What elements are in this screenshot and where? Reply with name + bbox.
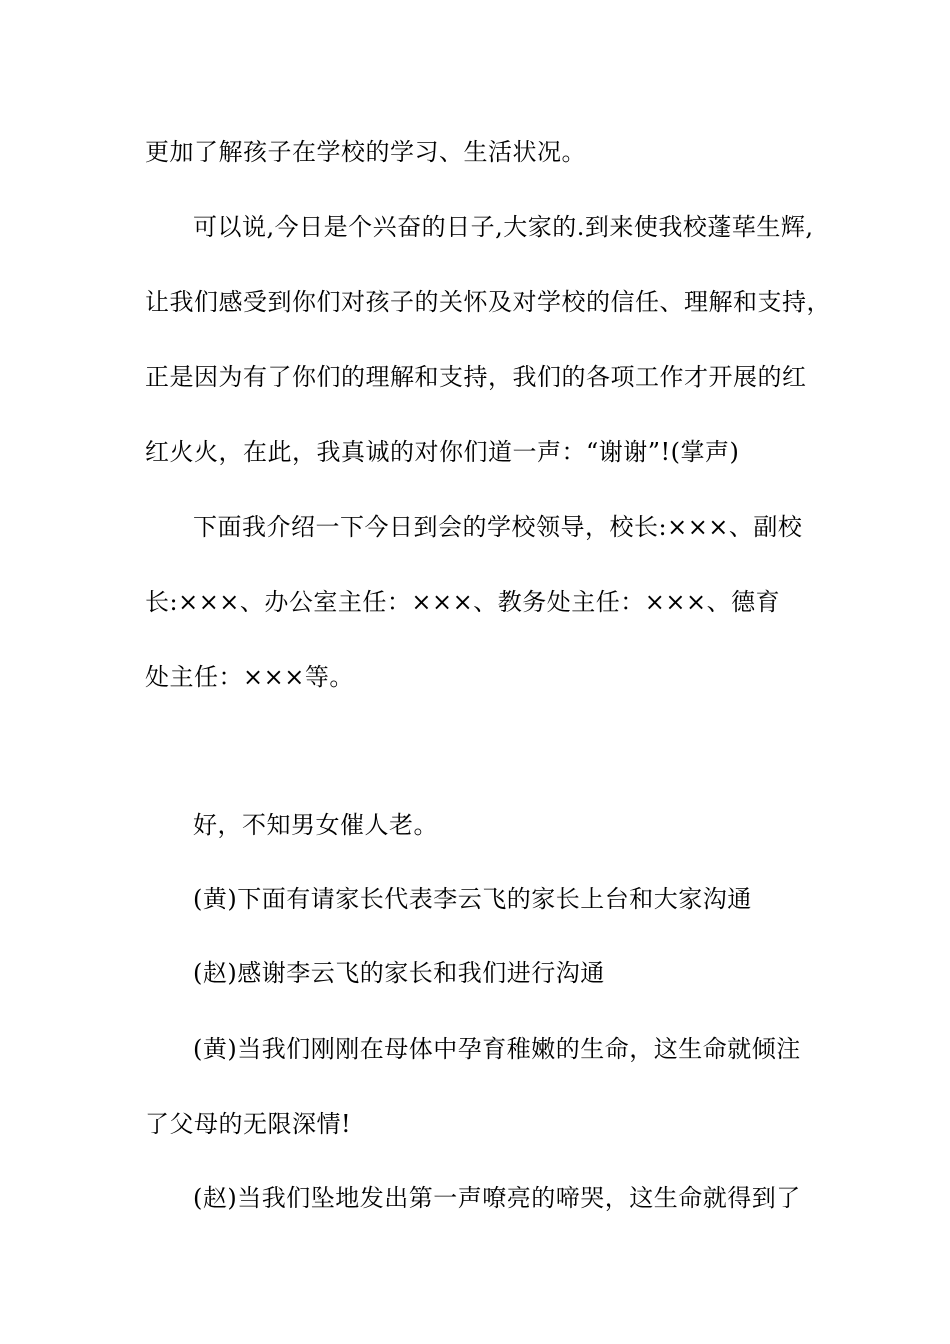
text-line: 让我们感受到你们对孩子的关怀及对学校的信任、理解和支持， (145, 288, 831, 316)
text-line: 处主任：×××等。 (145, 663, 354, 691)
text-line: 更加了解孩子在学校的学习、生活状况。 (145, 138, 586, 166)
text-line: 好，不知男女催人老。 (193, 811, 438, 839)
text-line: 正是因为有了你们的理解和支持，我们的各项工作才开展的红 (145, 363, 807, 391)
text-line: 下面我介绍一下今日到会的学校领导，校长:×××、副校 (193, 513, 803, 541)
text-line: 红火火，在此，我真诚的对你们道一声：“谢谢”!(掌声) (145, 438, 740, 466)
text-line: (黄)当我们刚刚在母体中孕育稚嫩的生命，这生命就倾注 (193, 1035, 801, 1063)
text-line: 了父母的无限深情! (145, 1110, 352, 1138)
text-line: 可以说,今日是个兴奋的日子,大家的.到来使我校蓬荜生辉, (193, 213, 814, 241)
text-line: 长:×××、办公室主任：×××、教务处主任：×××、德育 (145, 588, 781, 616)
text-line: (赵)感谢李云飞的家长和我们进行沟通 (193, 959, 605, 987)
text-line: (黄)下面有请家长代表李云飞的家长上台和大家沟通 (193, 885, 752, 913)
text-line: (赵)当我们坠地发出第一声嘹亮的啼哭，这生命就得到了 (193, 1184, 801, 1212)
